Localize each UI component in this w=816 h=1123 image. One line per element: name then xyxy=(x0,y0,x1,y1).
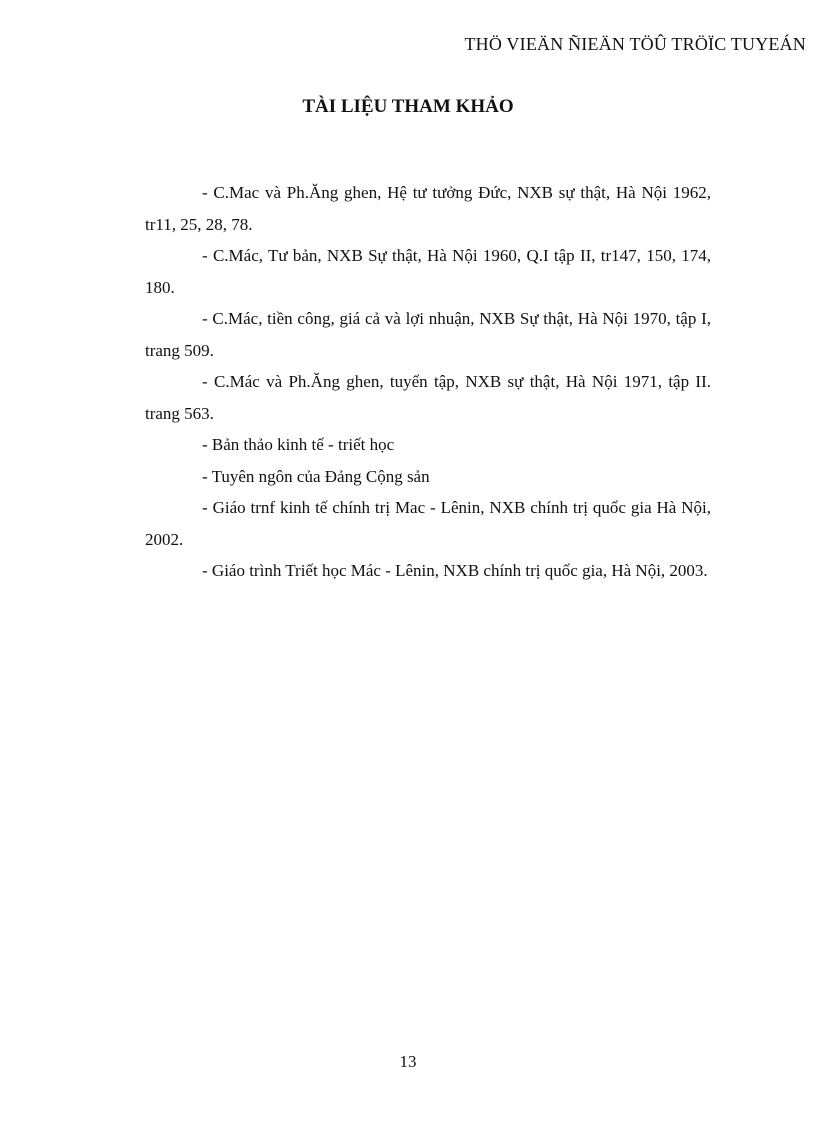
reference-list xyxy=(145,177,711,587)
page-title: TÀI LIỆU THAM KHẢO xyxy=(302,96,514,117)
reference-item: - Giáo trình Triết học Mác - Lênin, NXB chính trị quốc gia, Hà Nội, 2003. xyxy=(202,561,708,580)
reference-item: - Tuyên ngôn của Đảng Cộng sản xyxy=(202,466,430,486)
reference-item: - Bản thảo kinh tế - triết học xyxy=(202,435,395,454)
reference-item: - C.Mac và Ph.Ăng ghen, Hệ tư tưởng Đức, NXB sự thật, Hà Nội 1962, tr11, 25, 28, 78. xyxy=(145,183,711,234)
header-watermark-text: THÖ VIEÄN ÑIEÄN TÖÛ TRÖÏC TUYEÁN xyxy=(464,34,806,54)
page-number: 13 xyxy=(399,1052,417,1071)
reference-item: - C.Mác, tiền công, giá cả và lợi nhuận, NXB Sự thật, Hà Nội 1970, tập I, trang 509. xyxy=(145,309,711,360)
reference-item: - C.Mác và Ph.Ăng ghen, tuyển tập, NXB sự thật, Hà Nội 1971, tập II. trang 563. xyxy=(145,372,711,423)
reference-item: - Giáo trnf kinh tế chính trị Mac - Lênin, NXB chính trị quốc gia Hà Nội, 2002. xyxy=(145,498,711,549)
reference-item: - C.Mác, Tư bản, NXB Sự thật, Hà Nội 1960, Q.I tập II, tr147, 150, 174, 180. xyxy=(145,246,711,297)
